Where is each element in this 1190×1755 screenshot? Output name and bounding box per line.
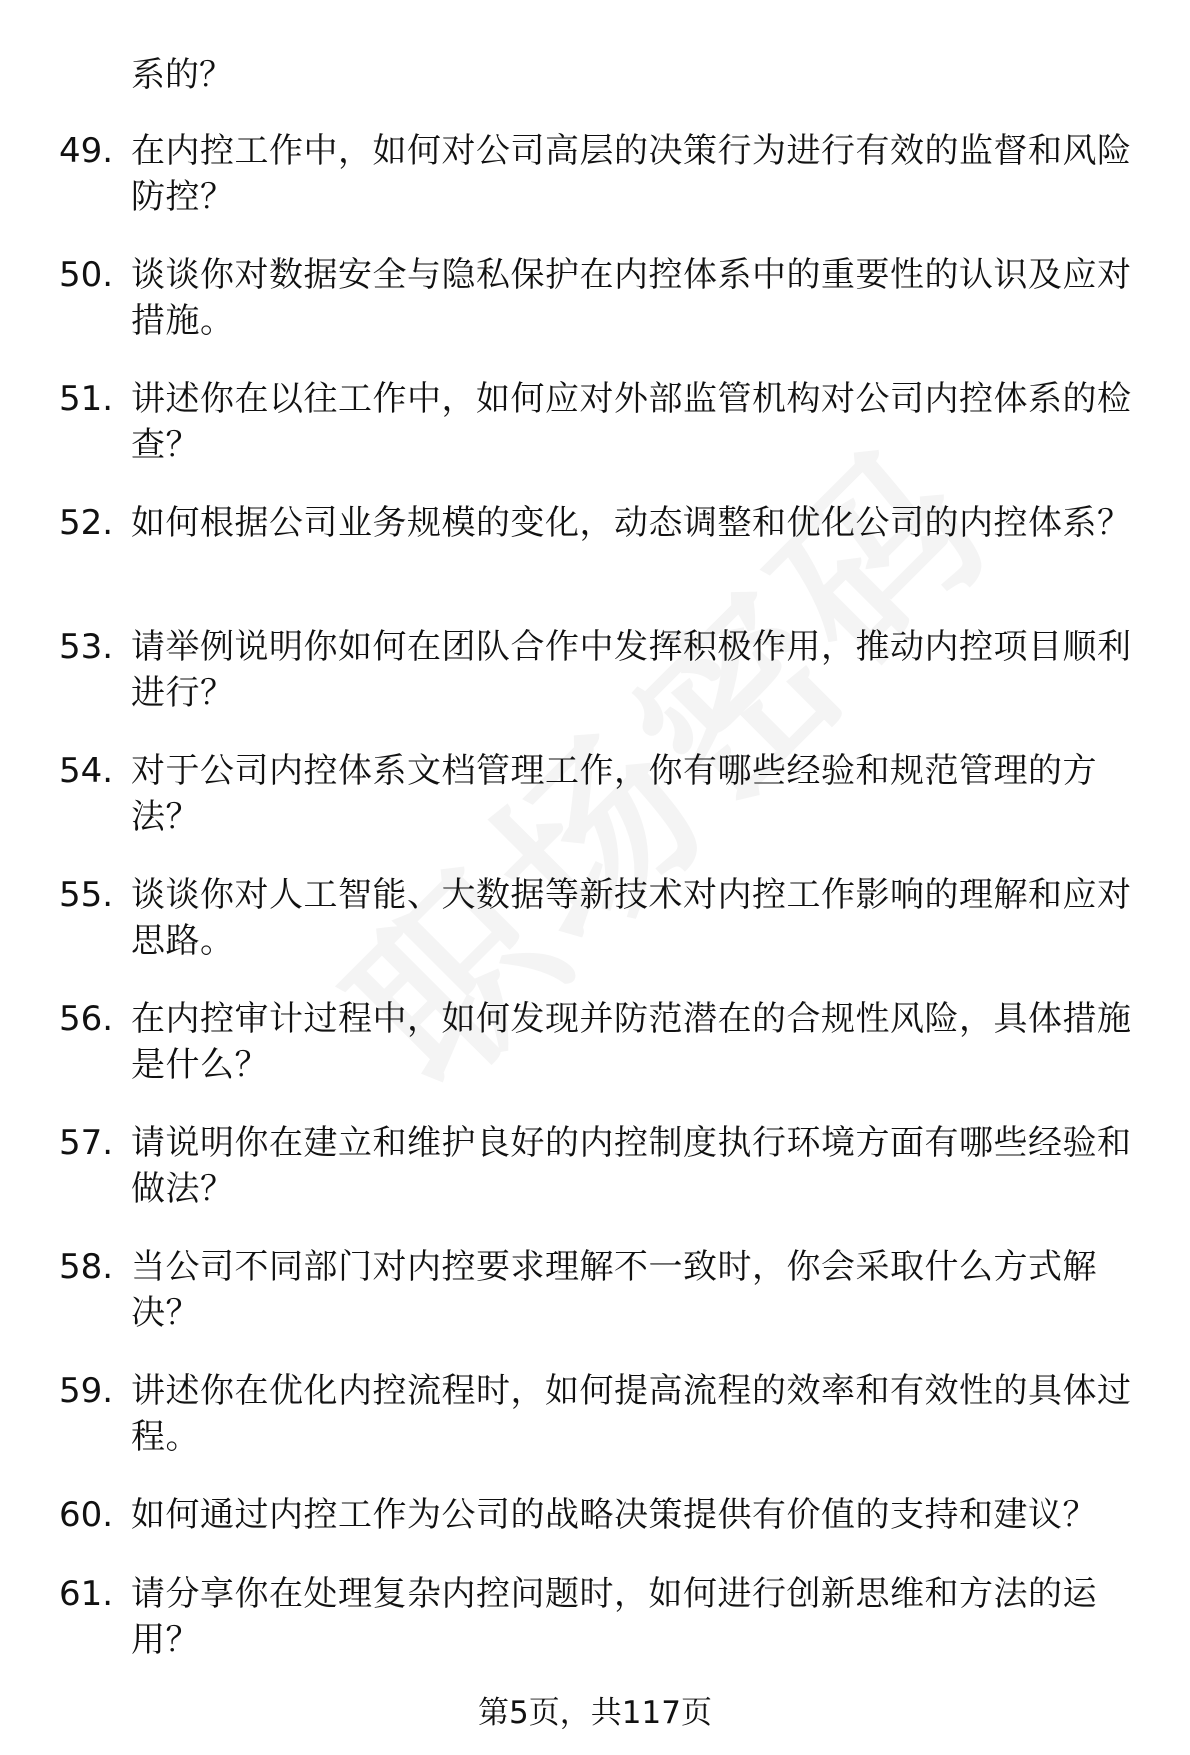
question-item bbox=[0, 252, 1190, 343]
question-number: 57. bbox=[59, 1123, 114, 1163]
question-text: 谈谈你对人工智能、大数据等新技术对内控工作影响的理解和应对思路。 bbox=[131, 875, 1132, 961]
question-number: 51. bbox=[59, 379, 114, 419]
question-text: 在内控工作中，如何对公司高层的决策行为进行有效的监督和风险防控？ bbox=[131, 131, 1132, 217]
question-text: 讲述你在优化内控流程时，如何提高流程的效率和有效性的具体过程。 bbox=[131, 1371, 1132, 1457]
question-item bbox=[0, 128, 1190, 219]
question-item bbox=[0, 1244, 1190, 1335]
question-number: 58. bbox=[59, 1247, 114, 1287]
question-text: 谈谈你对数据安全与隐私保护在内控体系中的重要性的认识及应对措施。 bbox=[131, 255, 1132, 341]
question-text: 在内控审计过程中，如何发现并防范潜在的合规性风险，具体措施是什么？ bbox=[131, 999, 1132, 1085]
question-number: 52. bbox=[59, 503, 114, 543]
question-number: 54. bbox=[59, 751, 114, 791]
continuation-text: 系的？ bbox=[131, 55, 233, 95]
question-text: 如何根据公司业务规模的变化，动态调整和优化公司的内控体系？ bbox=[131, 503, 1132, 543]
question-number: 56. bbox=[59, 999, 114, 1039]
question-item bbox=[0, 1492, 1190, 1538]
question-item bbox=[0, 500, 1190, 591]
question-list bbox=[0, 128, 1190, 1695]
question-number: 60. bbox=[59, 1495, 114, 1535]
question-number: 55. bbox=[59, 875, 114, 915]
question-item bbox=[0, 996, 1190, 1087]
question-text: 如何通过内控工作为公司的战略决策提供有价值的支持和建议？ bbox=[131, 1495, 1097, 1535]
question-text: 对于公司内控体系文档管理工作，你有哪些经验和规范管理的方法？ bbox=[131, 751, 1097, 837]
question-item bbox=[0, 1368, 1190, 1459]
question-text: 讲述你在以往工作中，如何应对外部监管机构对公司内控体系的检查？ bbox=[131, 379, 1132, 465]
question-item bbox=[0, 1571, 1190, 1662]
question-item bbox=[0, 1120, 1190, 1211]
page-footer: 第5页，共117页 bbox=[478, 1695, 712, 1731]
question-item bbox=[0, 376, 1190, 467]
question-text: 请举例说明你如何在团队合作中发挥积极作用，推动内控项目顺利进行？ bbox=[131, 627, 1132, 713]
question-item bbox=[0, 872, 1190, 963]
question-text: 当公司不同部门对内控要求理解不一致时，你会采取什么方式解决？ bbox=[131, 1247, 1097, 1333]
question-text: 请分享你在处理复杂内控问题时，如何进行创新思维和方法的运用？ bbox=[131, 1574, 1097, 1660]
question-item bbox=[0, 748, 1190, 839]
question-number: 50. bbox=[59, 255, 114, 295]
question-number: 49. bbox=[59, 131, 114, 171]
question-text: 请说明你在建立和维护良好的内控制度执行环境方面有哪些经验和做法？ bbox=[131, 1123, 1132, 1209]
question-item bbox=[0, 624, 1190, 715]
question-number: 61. bbox=[59, 1574, 114, 1614]
question-number: 53. bbox=[59, 627, 114, 667]
question-number: 59. bbox=[59, 1371, 114, 1411]
